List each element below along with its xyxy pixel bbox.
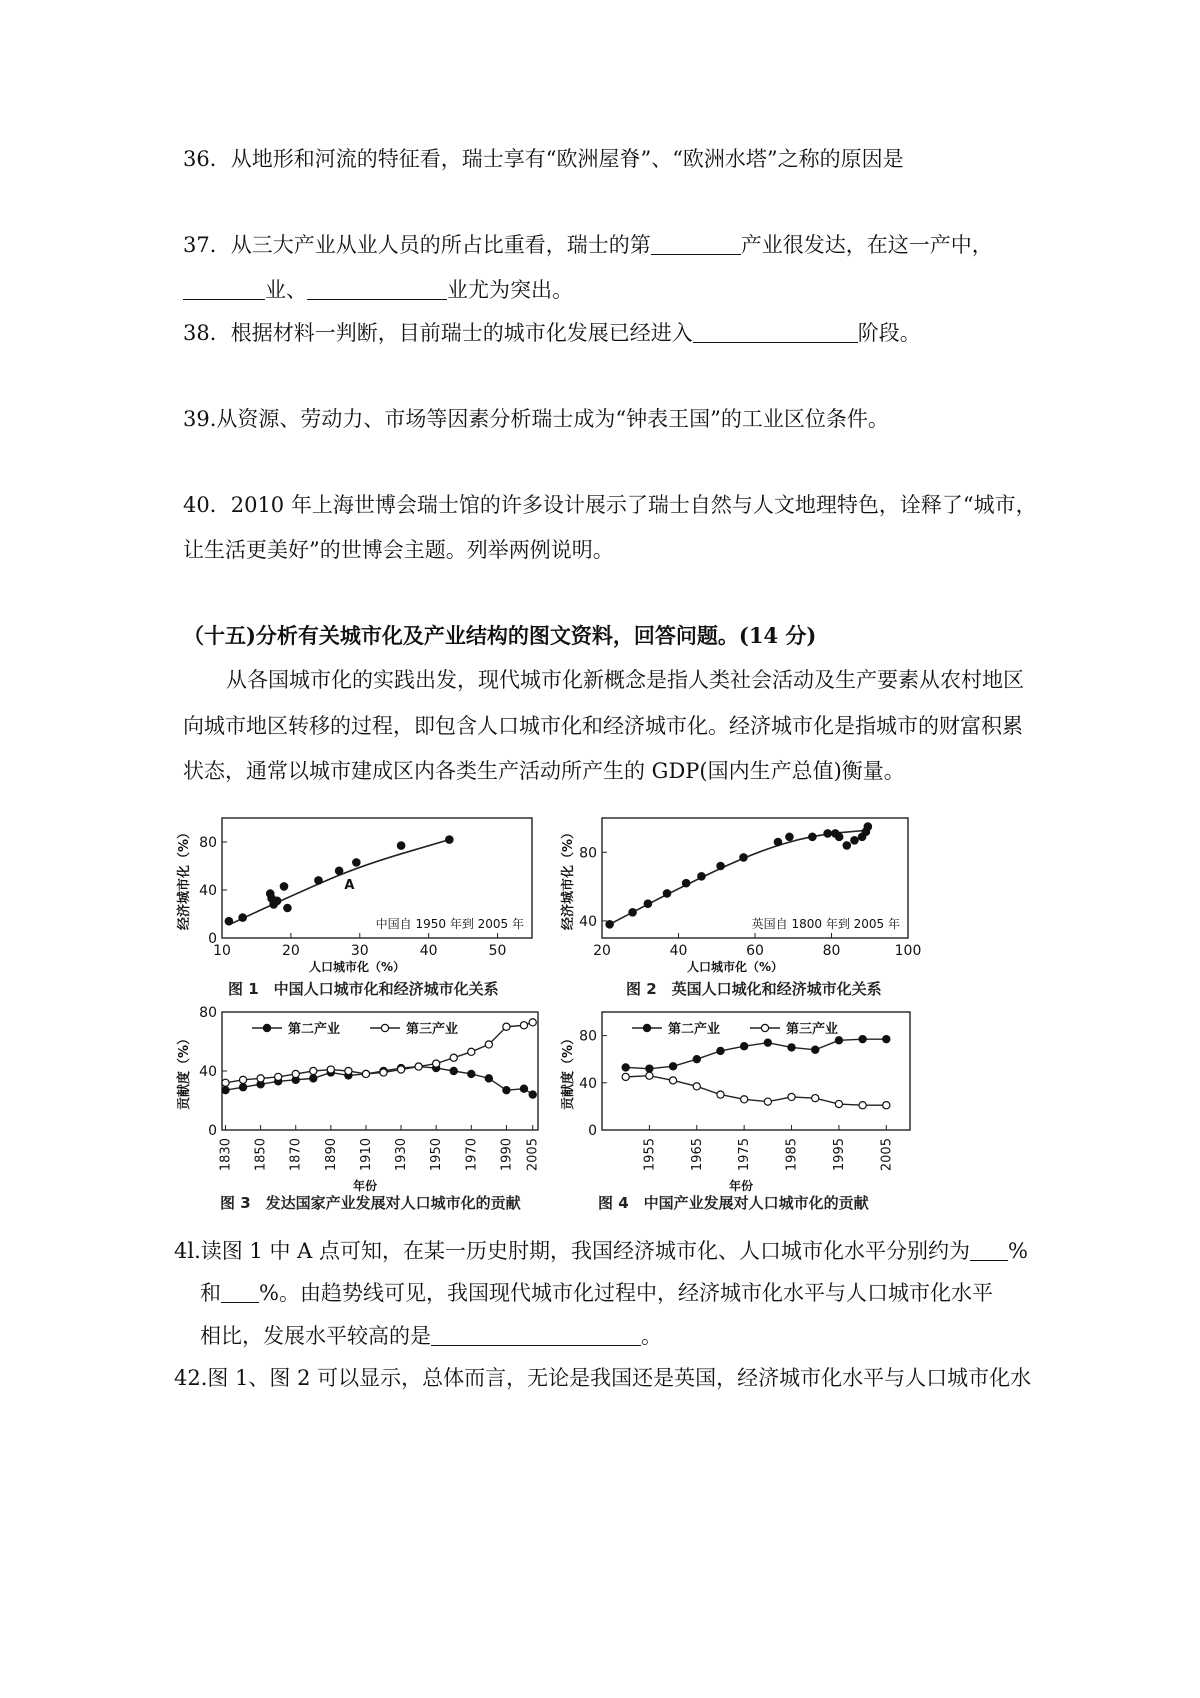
- answer-blank[interactable]: [693, 321, 858, 343]
- data-point-secondary: [622, 1064, 629, 1071]
- question-37-line1: [183, 232, 993, 258]
- y-tick-label: 80: [579, 1028, 597, 1045]
- data-point-tertiary: [327, 1066, 334, 1073]
- data-point-tertiary: [345, 1067, 352, 1074]
- data-point-secondary: [835, 1037, 842, 1044]
- data-point: [864, 822, 873, 831]
- figure-3-caption: 图 3 发达国家产业发展对人口城市化的贡献: [220, 1194, 521, 1212]
- data-point-secondary: [669, 1063, 676, 1070]
- data-point-tertiary: [883, 1102, 890, 1109]
- y-axis-label: 经济城市化（%）: [561, 825, 576, 931]
- data-point-tertiary: [222, 1079, 229, 1086]
- data-point-secondary: [883, 1036, 890, 1043]
- question-42: 42.图 1、图 2 可以显示，总体而言，无论是我国还是英国，经济城市化水平与人口城市化水: [174, 1366, 1032, 1390]
- x-axis-label: 人口城市化（%）: [308, 960, 406, 974]
- x-tick-label: 10: [213, 943, 231, 959]
- data-point-secondary: [450, 1067, 457, 1074]
- data-point-tertiary: [362, 1070, 369, 1077]
- question-37-text-c: 业、: [265, 278, 307, 302]
- data-point-tertiary: [239, 1076, 246, 1083]
- legend-marker: [263, 1024, 270, 1031]
- data-point: [835, 833, 844, 842]
- x-axis-label: 年份: [728, 1179, 754, 1193]
- point-label-a: A: [344, 877, 355, 893]
- data-point-tertiary: [669, 1077, 676, 1084]
- question-36: 36．从地形和河流的特征看，瑞士享有“欧洲屋脊”、“欧洲水塔”之称的原因是: [183, 147, 904, 171]
- data-point: [238, 913, 247, 922]
- x-tick-label: 40: [419, 943, 438, 959]
- x-tick-label: 1955: [642, 1138, 658, 1172]
- y-tick-label: 0: [208, 1123, 217, 1139]
- data-point-tertiary: [529, 1019, 536, 1026]
- data-point-secondary: [520, 1085, 527, 1092]
- data-point-tertiary: [788, 1093, 795, 1100]
- x-tick-label: 1965: [689, 1138, 705, 1172]
- x-tick-label: 20: [593, 943, 611, 959]
- x-tick-label: 20: [281, 943, 300, 959]
- x-tick-label: 1990: [499, 1138, 515, 1172]
- x-axis-label: 年份: [352, 1179, 378, 1193]
- data-point: [335, 867, 344, 876]
- x-tick-label: 2005: [525, 1138, 541, 1172]
- x-tick-label: 40: [669, 943, 688, 959]
- data-point-tertiary: [717, 1091, 724, 1098]
- figure-3-chart: [176, 1002, 556, 1192]
- data-point-tertiary: [380, 1069, 387, 1076]
- x-tick-label: 60: [746, 943, 764, 959]
- question-41-line3: [200, 1323, 662, 1349]
- data-point-tertiary: [292, 1070, 299, 1077]
- data-point-secondary: [812, 1046, 819, 1053]
- data-point-tertiary: [310, 1067, 317, 1074]
- question-41-text-a: 4l.读图 1 中 A 点可知，在某一历史肘期，我国经济城市化、人口城市化水平分别约为: [174, 1239, 970, 1263]
- data-point-secondary: [859, 1036, 866, 1043]
- x-tick-label: 1950: [429, 1138, 445, 1172]
- data-point: [808, 833, 817, 842]
- answer-blank[interactable]: [431, 1324, 641, 1346]
- chart-annotation: 英国自 1800 年到 2005 年: [751, 917, 900, 931]
- data-point-tertiary: [835, 1100, 842, 1107]
- x-tick-label: 1870: [288, 1138, 304, 1172]
- data-point-tertiary: [503, 1023, 510, 1030]
- data-point-tertiary: [764, 1098, 771, 1105]
- paragraph-line3: 状态，通常以城市建成区内各类生产活动所产生的 GDP(国内生产总值)衡量。: [183, 759, 905, 783]
- y-tick-label: 40: [199, 883, 217, 899]
- data-point: [605, 920, 614, 929]
- question-40-line1: 40．2010 年上海世博会瑞士馆的许多设计展示了瑞士自然与人文地理特色，诠释了“城市，: [183, 493, 1037, 517]
- x-tick-label: 1995: [831, 1138, 847, 1172]
- data-point: [697, 872, 706, 881]
- series-line: [626, 1039, 887, 1069]
- x-tick-label: 1930: [394, 1138, 410, 1172]
- x-tick-label: 1975: [737, 1138, 753, 1172]
- x-tick-label: 1970: [464, 1138, 480, 1172]
- x-tick-label: 30: [350, 943, 369, 959]
- y-tick-label: 80: [579, 845, 597, 862]
- legend-label: 第三产业: [406, 1022, 459, 1037]
- data-point-secondary: [503, 1087, 510, 1094]
- data-point: [283, 904, 292, 913]
- data-point-tertiary: [433, 1060, 440, 1067]
- legend-label: 第二产业: [668, 1022, 721, 1037]
- data-point-secondary: [310, 1075, 317, 1082]
- data-point-secondary: [717, 1047, 724, 1054]
- y-axis-label: 贡献度（%）: [177, 1031, 192, 1111]
- data-point-secondary: [764, 1039, 771, 1046]
- data-point-secondary: [741, 1043, 748, 1050]
- data-point-tertiary: [693, 1083, 700, 1090]
- figure-4-chart: [560, 1002, 940, 1192]
- answer-blank[interactable]: [221, 1281, 259, 1303]
- question-38: [183, 320, 921, 346]
- data-point-secondary: [485, 1075, 492, 1082]
- data-point-tertiary: [415, 1063, 422, 1070]
- figure-2-chart: [560, 808, 940, 978]
- y-tick-label: 80: [199, 835, 217, 851]
- data-point-tertiary: [397, 1066, 404, 1073]
- trend-line: [610, 830, 870, 924]
- data-point-tertiary: [450, 1054, 457, 1061]
- y-axis-label: 经济城市化（%）: [177, 825, 192, 931]
- data-point: [739, 853, 748, 862]
- trend-line: [229, 840, 449, 925]
- question-37-line2: [183, 277, 573, 303]
- data-point-tertiary: [812, 1095, 819, 1102]
- y-tick-label: 40: [199, 1064, 217, 1080]
- data-point: [716, 862, 725, 871]
- y-axis-label: 贡献度（%）: [561, 1031, 576, 1111]
- data-point-tertiary: [646, 1072, 653, 1079]
- data-point: [445, 835, 454, 844]
- x-tick-label: 1830: [218, 1138, 234, 1172]
- x-tick-label: 1910: [358, 1138, 374, 1172]
- data-point: [850, 836, 859, 845]
- chart-annotation: 中国自 1950 年到 2005 年: [375, 917, 524, 931]
- x-tick-label: 1985: [784, 1138, 800, 1172]
- y-tick-label: 0: [588, 1123, 597, 1139]
- question-41-text-d: %。由趋势线可见，我国现代城市化过程中，经济城市化水平与人口城市化水平: [259, 1281, 993, 1305]
- data-point-secondary: [693, 1056, 700, 1063]
- answer-blank[interactable]: [970, 1239, 1008, 1261]
- x-tick-label: 1850: [253, 1138, 269, 1172]
- question-41-text-f: 。: [641, 1324, 662, 1348]
- data-point: [225, 917, 234, 926]
- data-point: [682, 879, 691, 888]
- y-tick-label: 40: [579, 1075, 597, 1092]
- question-37-text-b: 产业很发达，在这一产中，: [740, 233, 993, 257]
- figure-1-caption: 图 1 中国人口城市化和经济城市化关系: [228, 980, 499, 998]
- data-point-secondary: [529, 1091, 536, 1098]
- data-point: [823, 829, 832, 838]
- legend-label: 第三产业: [786, 1022, 839, 1037]
- data-point: [280, 882, 289, 891]
- answer-blank[interactable]: [651, 233, 741, 255]
- question-37-text-a: 37．从三大产业从业人员的所占比重看，瑞士的第: [183, 233, 651, 257]
- data-point-secondary: [468, 1070, 475, 1077]
- figure-1-chart: [176, 808, 556, 978]
- data-point: [644, 899, 653, 908]
- x-axis-label: 人口城市化（%）: [686, 960, 784, 974]
- section-title: （十五)分析有关城市化及产业结构的图文资料，回答问题。(14 分): [183, 623, 817, 648]
- question-37-text-d: 业尤为突出。: [447, 278, 573, 302]
- x-tick-label: 2005: [879, 1138, 895, 1172]
- data-point-tertiary: [275, 1073, 282, 1080]
- data-point-secondary: [646, 1065, 653, 1072]
- legend-marker: [643, 1024, 650, 1031]
- x-tick-label: 1890: [323, 1138, 339, 1172]
- question-38-text-a: 38．根据材料一判断，目前瑞士的城市化发展已经进入: [183, 321, 693, 345]
- data-point: [314, 876, 323, 885]
- data-point: [785, 833, 794, 842]
- data-point-secondary: [239, 1084, 246, 1091]
- paragraph-line1: 从各国城市化的实践出发，现代城市化新概念是指人类社会活动及生产要素从农村地区: [226, 668, 1024, 692]
- x-tick-label: 100: [894, 943, 922, 959]
- legend-marker: [761, 1024, 768, 1031]
- data-point-tertiary: [485, 1041, 492, 1048]
- y-tick-label: 80: [199, 1005, 217, 1021]
- question-41-text-e: 相比，发展水平较高的是: [200, 1324, 431, 1348]
- answer-blank[interactable]: [307, 278, 447, 300]
- data-point-tertiary: [741, 1096, 748, 1103]
- x-tick-label: 80: [822, 943, 841, 959]
- data-point-tertiary: [257, 1075, 264, 1082]
- data-point-tertiary: [859, 1102, 866, 1109]
- question-41-line2: [200, 1280, 993, 1306]
- data-point: [774, 838, 783, 847]
- question-41-text-b: %: [1007, 1239, 1028, 1263]
- figure-4-caption: 图 4 中国产业发展对人口城市化的贡献: [598, 1194, 869, 1212]
- x-tick-label: 50: [488, 943, 507, 959]
- data-point-tertiary: [622, 1073, 629, 1080]
- data-point: [663, 889, 672, 898]
- data-point-tertiary: [520, 1022, 527, 1029]
- data-point: [843, 841, 852, 850]
- question-41-text-c: 和: [200, 1281, 221, 1305]
- data-point: [352, 858, 361, 867]
- y-tick-label: 0: [208, 931, 217, 947]
- data-point-secondary: [222, 1087, 229, 1094]
- data-point: [628, 908, 637, 917]
- data-point: [397, 841, 406, 850]
- question-38-text-b: 阶段。: [857, 321, 921, 345]
- data-point-secondary: [788, 1044, 795, 1051]
- legend-label: 第二产业: [288, 1022, 341, 1037]
- answer-blank[interactable]: [183, 278, 265, 300]
- data-point: [273, 897, 282, 906]
- question-39: 39.从资源、劳动力、市场等因素分析瑞士成为“钟表王国”的工业区位条件。: [183, 407, 889, 431]
- series-line: [626, 1076, 887, 1106]
- series-line: [226, 1022, 533, 1082]
- question-40-line2: 让生活更美好”的世博会主题。列举两例说明。: [183, 538, 614, 562]
- data-point-tertiary: [468, 1048, 475, 1055]
- question-41-line1: [174, 1238, 1028, 1264]
- paragraph-line2: 向城市地区转移的过程，即包含人口城市化和经济城市化。经济城市化是指城市的财富积累: [183, 714, 1023, 738]
- figure-2-caption: 图 2 英国人口城化和经济城市化关系: [626, 980, 882, 998]
- legend-marker: [381, 1024, 388, 1031]
- y-tick-label: 40: [579, 913, 597, 930]
